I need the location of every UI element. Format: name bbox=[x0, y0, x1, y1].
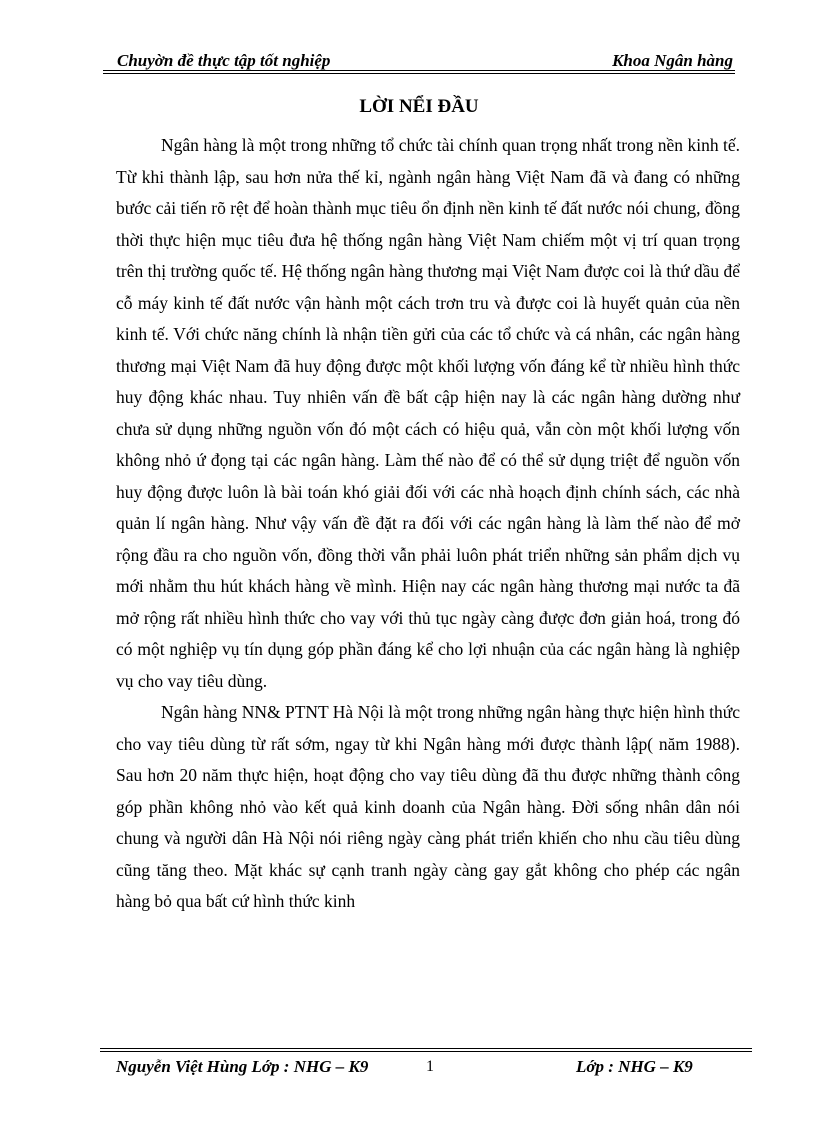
document-title: LỜI NỂI ĐẦU bbox=[359, 96, 479, 117]
header-left-text: Chuyờn đề thực tập tốt nghiệp bbox=[117, 51, 331, 70]
document-body bbox=[116, 130, 740, 918]
page-header bbox=[103, 50, 735, 72]
header-divider-secondary bbox=[103, 73, 735, 74]
footer-divider-secondary bbox=[100, 1051, 752, 1052]
body-paragraph-1: Ngân hàng là một trong những tổ chức tài chính quan trọng nhất trong nền kinh tế. Từ khi thành lập, sau hơn nửa thế kỉ, ngành ngân hàng Việt Nam đã và đang có những bước cải tiến rõ rệt để hoàn thành mục tiêu ổn định nền kinh tế đất nước nói chung, đồng thời thực hiện mục tiêu đưa hệ thống ngân hàng Việt Nam chiếm một vị trí quan trọng trên thị trường quốc tế. Hệ thống ngân hàng thương mại Việt Nam được coi là thứ dầu để cỗ máy kinh tế đất nước vận hành một cách trơn tru và được coi là huyết quản của nền kinh tế. Với chức năng chính là nhận tiền gửi của các tổ chức và cá nhân, các ngân hàng thương mại Việt Nam đã huy động được một khối lượng vốn đáng kể từ nhiều hình thức huy động khác nhau. Tuy nhiên vấn đề bất cập hiện nay là các ngân hàng dường như chưa sử dụng những nguồn vốn đó một cách có hiệu quả, vẫn còn một khối lượng vốn không nhỏ ứ đọng tại các ngân hàng. Làm thế nào để có thể sử dụng triệt để nguồn vốn huy động được luôn là bài toán khó giải đối với các nhà hoạch định chính sách, các nhà quản lí ngân hàng. Như vậy vấn đề đặt ra đối với các ngân hàng là làm thế nào để mở rộng đầu ra cho nguồn vốn, đồng thời vẫn phải luôn phát triển những sản phẩm dịch vụ mới nhằm thu hút khách hàng về mình. Hiện nay các ngân hàng thương mại nước ta đã mở rộng rất nhiều hình thức cho vay với thủ tục ngày càng được đơn giản hoá, trong đó có một nghiệp vụ tín dụng góp phần đáng kể cho lợi nhuận của các ngân hàng là nghiệp vụ cho vay tiêu dùng. bbox=[116, 135, 740, 691]
footer-author: Nguyễn Việt Hùng Lớp : NHG – K9 bbox=[116, 1057, 369, 1076]
footer-divider bbox=[100, 1048, 752, 1049]
page-number: 1 bbox=[426, 1058, 434, 1075]
body-paragraph-2: Ngân hàng NN& PTNT Hà Nội là một trong những ngân hàng thực hiện hình thức cho vay tiêu dùng từ rất sớm, ngay từ khi Ngân hàng mới được thành lập( năm 1988). Sau hơn 20 năm thực hiện, hoạt động cho vay tiêu dùng đã thu được những thành công góp phần không nhỏ vào kết quả kinh doanh của Ngân hàng. Đời sống nhân dân nói chung và người dân Hà Nội nói riêng ngày càng phát triển khiến cho nhu cầu tiêu dùng cũng tăng theo. Mặt khác sự cạnh tranh ngày càng gay gắt không cho phép các ngân hàng bỏ qua bất cứ hình thức kinh bbox=[116, 702, 740, 911]
footer-class: Lớp : NHG – K9 bbox=[576, 1057, 693, 1076]
header-divider bbox=[103, 70, 735, 71]
header-right-text: Khoa Ngân hàng bbox=[612, 51, 733, 70]
page-footer bbox=[100, 1055, 752, 1079]
